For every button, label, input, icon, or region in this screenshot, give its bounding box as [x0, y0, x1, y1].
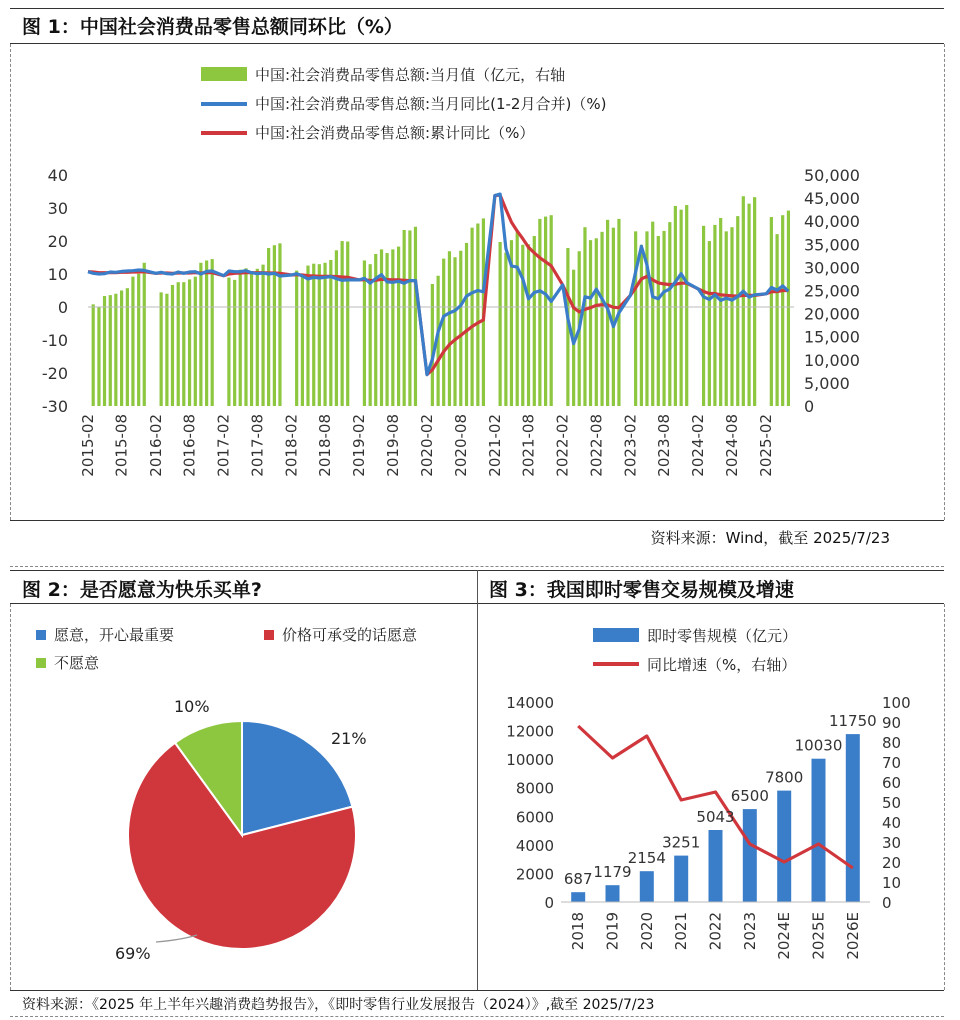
fig1-bar — [369, 264, 372, 406]
fig2-legend-label-2: 不愿意 — [54, 654, 100, 672]
fig1-y-right-tick: 35,000 — [804, 235, 860, 255]
fig2-chart — [11, 604, 476, 990]
fig3-y-right-tick: 30 — [882, 834, 902, 852]
fig1-legend-swatch-bars — [201, 67, 247, 81]
fig1-bar — [120, 291, 123, 407]
fig1-bar — [651, 222, 654, 406]
fig1-bar — [199, 263, 202, 406]
fig1-bar — [470, 228, 473, 406]
fig3-x-tick: 2025E — [809, 912, 828, 960]
fig3-x-tick: 2020 — [637, 912, 656, 951]
fig1-bar — [273, 245, 276, 406]
fig1-x-tick: 2021-08 — [519, 414, 538, 477]
fig3-x-tick: 2022 — [706, 912, 725, 951]
fig1-x-tick: 2019-02 — [350, 414, 369, 477]
fig3-bar — [743, 809, 757, 902]
fig1-bar — [323, 263, 326, 406]
fig1-bar — [103, 296, 106, 406]
fig2-pie — [128, 721, 356, 949]
fig3-bar-label: 11750 — [828, 712, 877, 731]
fig1-bar — [725, 231, 728, 406]
fig1-x-tick: 2016-08 — [180, 414, 199, 477]
fig1-x-tick: 2023-08 — [655, 414, 673, 477]
fig1-bar — [109, 295, 112, 406]
fig1-bar — [702, 226, 705, 406]
fig3-y-right-tick: 100 — [882, 694, 911, 712]
fig1-bar — [329, 260, 332, 406]
fig1-legend-label-cumulative: 中国:社会消费品零售总额:累计同比（%） — [255, 124, 535, 142]
fig1-bar — [244, 268, 247, 406]
fig1-bar — [770, 217, 773, 406]
fig1-bar — [301, 274, 304, 406]
fig1-bar — [205, 260, 208, 406]
fig1-bar — [92, 304, 95, 406]
fig1-y-left-tick: 40 — [47, 166, 68, 185]
fig1-x-tick: 2017-02 — [214, 414, 233, 477]
fig2-legend-swatch-0 — [36, 630, 46, 640]
fig1-bar — [341, 241, 344, 406]
fig3-y-left-tick: 2000 — [515, 865, 554, 884]
fig1-bar — [380, 249, 383, 406]
top-border — [10, 8, 944, 9]
fig1-bar — [318, 264, 321, 406]
fig3-bar-label: 3251 — [662, 833, 701, 852]
fig1-bar — [182, 282, 185, 406]
fig2-slice-label-1: 69% — [115, 944, 151, 963]
fig2-slice-label-0: 21% — [331, 729, 367, 748]
fig3-x-axis — [561, 902, 870, 960]
fig1-bar — [600, 232, 603, 406]
fig1-y-right-axis — [804, 166, 860, 416]
fig1-x-tick: 2018-08 — [316, 414, 335, 477]
fig1-y-right-tick: 20,000 — [804, 304, 860, 324]
fig1-y-right-tick: 30,000 — [804, 258, 860, 278]
fig1-bar — [527, 244, 530, 406]
fig1-bar — [736, 216, 739, 406]
fig3-y-right-tick: 0 — [882, 894, 892, 912]
fig1-bar — [730, 227, 733, 406]
footer-dash — [10, 1016, 944, 1017]
fig1-title: 图 1：中国社会消费品零售总额同环比（%） — [22, 16, 403, 38]
fig1-bar — [662, 231, 665, 406]
fig1-bar — [188, 279, 191, 406]
fig1-bar — [465, 243, 468, 406]
fig3-y-left-axis — [506, 694, 554, 912]
fig1-y-right-tick: 0 — [804, 397, 815, 416]
fig3-y-left-tick: 10000 — [506, 751, 554, 770]
fig3-bar-label: 6500 — [730, 787, 769, 806]
fig2-slice-label-2: 10% — [174, 697, 210, 716]
fig1-bar — [131, 277, 134, 406]
fig1-bar — [335, 250, 338, 406]
fig1-bar — [583, 227, 586, 406]
fig1-bar — [516, 232, 519, 406]
fig1-bar — [685, 205, 688, 406]
fig1-x-tick: 2022-02 — [553, 414, 572, 477]
fig1-bar — [499, 242, 502, 406]
fig1-bar — [346, 242, 349, 406]
fig1-bar — [742, 196, 745, 406]
fig3-x-tick: 2023 — [740, 912, 759, 951]
fig3-bar-label: 1179 — [593, 863, 632, 882]
fig1-x-tick: 2021-02 — [485, 414, 504, 477]
fig3-y-right-tick: 60 — [882, 774, 902, 792]
fig1-source: 资料来源：Wind，截至 2025/7/23 — [650, 529, 890, 547]
fig1-bar — [397, 247, 400, 406]
fig1-bar — [233, 280, 236, 406]
fig3-legend-label-line: 同比增速（%，右轴） — [647, 656, 797, 674]
fig1-y-right-tick: 25,000 — [804, 281, 860, 301]
fig1-bar — [544, 217, 547, 406]
fig1-x-tick: 2018-02 — [282, 414, 301, 477]
fig1-y-left-tick: 0 — [57, 298, 68, 317]
fig1-bar — [640, 245, 643, 406]
fig3-bar — [812, 759, 826, 902]
fig1-bar — [306, 266, 309, 406]
fig2-legend-swatch-1 — [264, 630, 274, 640]
fig3-right-dash — [944, 604, 945, 990]
fig1-x-tick: 2015-02 — [79, 414, 97, 477]
fig1-bar — [391, 249, 394, 406]
fig3-bar-label: 10030 — [794, 736, 843, 755]
fig1-bar — [250, 272, 253, 406]
fig1-x-tick: 2020-02 — [418, 414, 436, 477]
fig1-y-right-tick: 5,000 — [804, 373, 850, 393]
fig1-bar — [295, 271, 298, 406]
fig3-y-left-tick: 14000 — [506, 694, 554, 712]
fig1-y-right-tick: 45,000 — [804, 189, 860, 209]
fig3-legend-label-bars: 即时零售规模（亿元） — [647, 627, 798, 645]
fig3-x-tick: 2021 — [672, 912, 691, 951]
fig3-y-left-tick: 8000 — [515, 779, 554, 798]
fig1-bar — [459, 251, 462, 406]
fig1-x-tick: 2019-08 — [383, 414, 402, 477]
fig2-legend-label-1: 价格可承受的话愿意 — [282, 626, 418, 644]
fig3-legend-swatch-bars — [593, 628, 639, 642]
fig3-y-left-tick: 4000 — [515, 836, 554, 855]
fig3-x-tick: 2024E — [775, 912, 794, 960]
fig1-bar-series — [92, 196, 790, 406]
fig1-bar — [97, 307, 100, 406]
fig3-y-right-tick: 40 — [882, 814, 902, 832]
fig1-bar — [126, 288, 129, 406]
fig1-bar — [504, 253, 507, 406]
fig3-bar — [777, 791, 791, 902]
fig3-y-right-tick: 70 — [882, 754, 902, 772]
fig3-y-right-axis — [882, 694, 911, 912]
fig3-y-right-tick: 20 — [882, 854, 902, 872]
fig1-bar — [453, 257, 456, 406]
fig3-y-left-tick: 0 — [544, 894, 554, 912]
fig3-bar — [571, 892, 585, 902]
fig3-bar — [640, 871, 654, 902]
fig1-bar — [211, 259, 214, 406]
fig1-bar — [256, 269, 259, 406]
fig3-x-tick: 2019 — [603, 912, 622, 951]
bottom-panels-border — [10, 990, 944, 991]
fig1-bar — [589, 240, 592, 406]
fig3-x-tick: 2018 — [569, 912, 588, 951]
fig1-chart — [10, 44, 944, 520]
fig1-bar — [312, 264, 315, 406]
fig1-legend-label-bars: 中国:社会消费品零售总额:当月值（亿元，右轴 — [255, 66, 566, 84]
fig1-bar — [408, 230, 411, 406]
footer-source: 资料来源：《2025 年上半年兴趣消费趋势报告》，《即时零售行业发展报告（2024）》,截至 2025/7/23 — [22, 997, 655, 1013]
fig1-bar — [414, 227, 417, 406]
fig1-bar — [160, 292, 163, 406]
fig1-bar — [278, 243, 281, 406]
fig3-bar-label: 7800 — [765, 768, 804, 787]
fig1-bar — [137, 274, 140, 406]
fig1-x-axis — [79, 414, 775, 477]
fig1-y-right-tick: 15,000 — [804, 327, 860, 347]
fig1-x-tick: 2024-08 — [723, 414, 741, 477]
fig2-legend-label-0: 愿意，开心最重要 — [54, 626, 175, 644]
fig1-bar — [431, 284, 434, 406]
fig3-legend — [593, 627, 797, 674]
fig1-y-left-tick: -10 — [41, 331, 68, 350]
fig1-bar — [448, 251, 451, 406]
fig1-bar — [668, 222, 671, 406]
fig1-bar — [165, 294, 168, 406]
fig1-bar — [550, 215, 553, 406]
fig1-bar — [442, 259, 445, 406]
fig1-bar — [227, 278, 230, 406]
fig1-bar — [476, 224, 479, 406]
fig3-y-right-tick: 80 — [882, 734, 902, 752]
fig1-bar — [781, 215, 784, 406]
fig1-bar — [143, 263, 146, 406]
fig1-bar — [680, 210, 683, 406]
fig1-bar — [595, 238, 598, 406]
fig3-bar — [606, 885, 620, 902]
fig1-bar — [177, 282, 180, 406]
fig1-bar — [787, 211, 790, 406]
fig1-y-left-tick: -30 — [41, 397, 68, 416]
fig2-legend-swatch-2 — [36, 658, 46, 668]
fig3-bar-label: 2154 — [627, 849, 666, 868]
fig3-bar — [846, 734, 860, 902]
fig1-x-tick: 2016-02 — [146, 414, 165, 477]
fig1-source-dash — [10, 566, 944, 567]
fig1-bar — [747, 204, 750, 406]
fig1-x-tick: 2022-08 — [587, 414, 606, 477]
fig1-y-left-tick: -20 — [41, 364, 68, 383]
fig1-x-tick: 2015-08 — [112, 414, 131, 477]
fig1-x-tick: 2025-02 — [757, 414, 776, 477]
fig3-bar-label: 687 — [563, 870, 593, 889]
fig1-bar — [753, 197, 756, 406]
fig3-bar — [674, 856, 688, 902]
fig1-bar — [657, 236, 660, 406]
fig1-bar — [385, 253, 388, 406]
fig1-legend — [201, 66, 606, 142]
fig1-y-left-tick: 20 — [47, 232, 68, 251]
fig3-y-left-tick: 12000 — [506, 722, 554, 741]
fig1-legend-label-monthly: 中国:社会消费品零售总额:当月同比(1-2月合并)（%) — [255, 95, 607, 113]
fig1-bar — [533, 236, 536, 406]
fig1-bar — [403, 230, 406, 406]
fig1-x-tick: 2020-08 — [451, 414, 470, 477]
fig1-y-right-tick: 50,000 — [804, 166, 860, 185]
fig1-bottom-border — [10, 520, 944, 521]
fig1-bar — [612, 228, 615, 406]
fig3-bar-label: 5043 — [696, 808, 735, 826]
fig3-bar — [709, 830, 723, 902]
fig1-bar — [719, 218, 722, 406]
fig1-x-tick: 2024-02 — [689, 414, 708, 477]
fig1-bar — [363, 260, 366, 406]
fig1-bar — [194, 277, 197, 406]
fig1-bar — [538, 219, 541, 406]
fig1-bar — [634, 231, 637, 406]
fig1-bar — [114, 294, 117, 406]
fig2-title: 图 2：是否愿意为快乐买单? — [22, 579, 262, 601]
fig3-x-tick: 2026E — [843, 912, 862, 960]
fig3-y-right-tick: 50 — [882, 794, 902, 812]
fig2-legend — [36, 626, 417, 672]
fig1-bar — [776, 234, 779, 406]
fig1-right-dash — [944, 44, 945, 520]
fig1-y-left-axis — [42, 166, 68, 416]
fig1-y-right-tick: 40,000 — [804, 212, 860, 232]
fig1-bar — [171, 285, 174, 406]
fig1-y-left-tick: 10 — [47, 265, 68, 284]
fig1-y-left-tick: 30 — [47, 199, 68, 218]
fig1-y-right-tick: 10,000 — [804, 350, 860, 370]
fig1-x-tick: 2017-08 — [248, 414, 267, 477]
fig1-bar — [261, 265, 264, 406]
fig3-title: 图 3：我国即时零售交易规模及增速 — [489, 579, 794, 601]
fig1-bar — [521, 245, 524, 406]
fig3-y-right-tick: 90 — [882, 714, 902, 732]
fig1-bar — [674, 206, 677, 406]
fig1-x-tick: 2023-02 — [621, 414, 640, 477]
fig3-chart — [478, 604, 944, 990]
fig3-y-left-tick: 6000 — [515, 808, 554, 827]
fig3-y-right-tick: 10 — [882, 874, 902, 892]
fig1-bar — [239, 270, 242, 406]
fig1-bar — [708, 241, 711, 406]
fig1-bar — [713, 225, 716, 406]
